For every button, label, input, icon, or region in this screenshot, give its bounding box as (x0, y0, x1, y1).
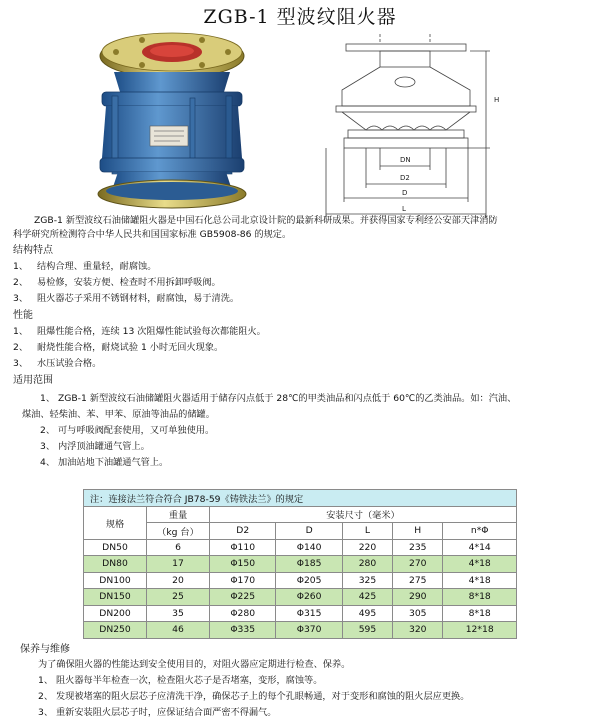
feature-item: 1、 结构合理、重量轻，耐腐蚀。 (13, 261, 157, 272)
feature-item: 2、 易检修，安装方便、检查时不用拆卸呼吸阀。 (13, 277, 221, 288)
spec-table (83, 489, 517, 639)
intro-line-1: ZGB-1 新型波纹石油储罐阻火器是中国石化总公司北京设计院的最新科研成果。并获得国家专利经公安部天津消防 (34, 215, 498, 226)
features-heading: 结构特点 (13, 245, 53, 256)
maintenance-heading: 保养与维修 (20, 644, 70, 655)
col-n: n*Φ (443, 523, 517, 540)
performance-item: 1、 阻爆性能合格，连续 13 次阻爆性能试验每次都能阻火。 (13, 326, 266, 337)
table-row: DN200 35 Φ280 Φ315 495 305 8*18 (84, 605, 517, 622)
feature-item: 3、 阻火器芯子采用不锈钢材料，耐腐蚀，易于清洗。 (13, 293, 240, 304)
col-weight: 重量 (147, 506, 210, 523)
col-d2: D2 (210, 523, 276, 540)
dim-h: H (494, 96, 500, 104)
col-weight-unit: （kg 台） (147, 523, 210, 540)
performance-item: 2、 耐烧性能合格，耐烧试验 1 小时无回火现象。 (13, 342, 224, 353)
dimension-drawing (318, 30, 518, 222)
page-title: ZGB-1 型波纹阻火器 (203, 6, 397, 28)
table-note: 注：连接法兰符合符合 JB78-59《铸铁法兰》的规定 (84, 490, 517, 507)
maintenance-item-1: 1、 阻火器每半年检查一次，检查阻火芯子是否堵塞，变形，腐蚀等。 (38, 675, 323, 686)
col-h: H (393, 523, 443, 540)
scope-item-3: 3、 内浮顶油罐通气管上。 (40, 441, 150, 452)
product-photo (92, 30, 252, 210)
dim-d2: D2 (400, 174, 410, 182)
dim-d: D (402, 189, 408, 197)
maintenance-intro: 为了确保阻火器的性能达到安全使用目的，对阻火器应定期进行检查、保养。 (38, 659, 351, 670)
performance-heading: 性能 (13, 310, 33, 321)
col-l: L (342, 523, 392, 540)
scope-heading: 适用范围 (13, 375, 53, 386)
dim-l: L (402, 205, 406, 213)
table-row: DN100 20 Φ170 Φ205 325 275 4*18 (84, 572, 517, 589)
performance-item: 3、 水压试验合格。 (13, 358, 102, 369)
intro-line-2: 科学研究所检测符合中华人民共和国国家标准 GB5908-86 的规定。 (13, 229, 292, 240)
table-row: DN50 6 Φ110 Φ140 220 235 4*14 (84, 539, 517, 556)
table-row: DN150 25 Φ225 Φ260 425 290 8*18 (84, 589, 517, 606)
scope-item-2: 2、 可与呼吸阀配套使用，又可单独使用。 (40, 425, 215, 436)
scope-item-1-line-1: 1、 ZGB-1 新型波纹石油储罐阻火器适用于储存闪点低于 28℃的甲类油品和闪点低于 60℃的乙类油品。如：汽油、 (40, 393, 517, 404)
maintenance-item-3: 3、 重新安装阻火层芯子时，应保证结合面严密不得漏气。 (38, 707, 277, 718)
col-install: 安装尺寸（毫米） (210, 506, 517, 523)
col-d: D (276, 523, 342, 540)
maintenance-item-2: 2、 发现被堵塞的阻火层芯子应清洗干净，确保芯子上的每个孔眼畅通，对于变形和腐蚀的阻火层应更换。 (38, 691, 470, 702)
dim-dn: DN (400, 156, 411, 164)
scope-item-1-line-2: 煤油、轻柴油、苯、甲苯、原油等油品的储罐。 (22, 409, 215, 420)
table-row: DN250 46 Φ335 Φ370 595 320 12*18 (84, 622, 517, 639)
col-spec: 规格 (84, 506, 147, 539)
scope-item-4: 4、 加油站地下油罐通气管上。 (40, 457, 169, 468)
table-row: DN80 17 Φ150 Φ185 280 270 4*18 (84, 556, 517, 573)
